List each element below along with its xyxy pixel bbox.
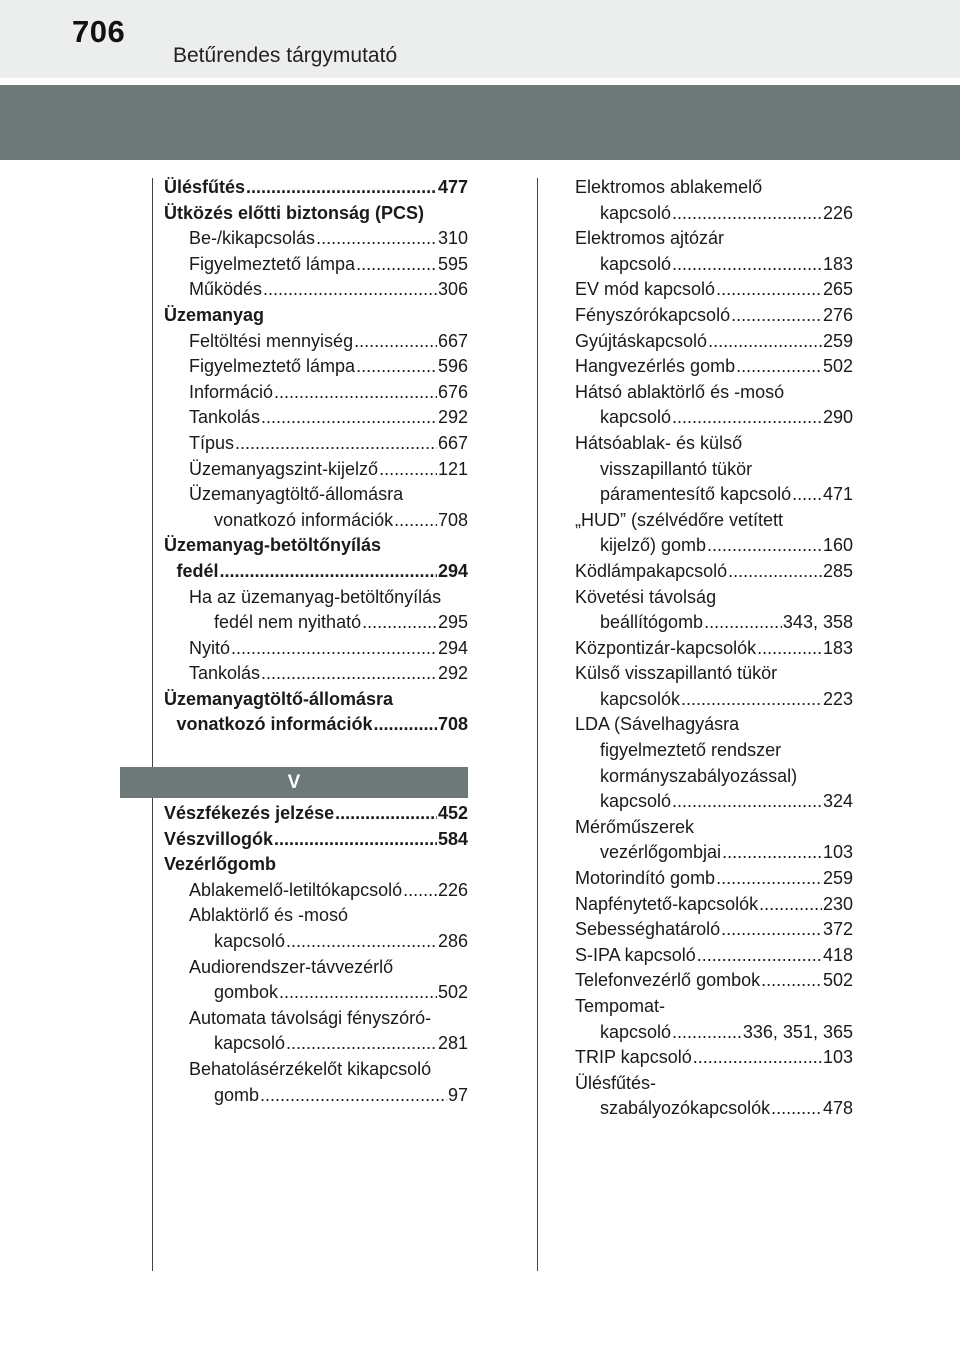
dot-leader [394,508,437,534]
page-reference: 306 [437,279,468,300]
dot-leader [722,840,822,866]
index-entry [164,636,468,662]
dot-leader [736,354,822,380]
index-entry-line [575,303,853,329]
page-reference: 502 [822,970,853,991]
index-entry [164,329,468,355]
index-column-left [164,175,468,738]
index-term: „HUD” (szélvédőre vetített [575,509,784,530]
index-entry [164,661,468,687]
index-entry [164,201,468,227]
dot-leader [716,866,822,892]
index-entry-line [164,712,468,738]
index-term: kapcsoló [214,1033,286,1054]
index-term: Fényszórókapcsoló [575,304,731,325]
index-entry-line [164,303,468,329]
index-entry-line [164,252,468,278]
index-term: EV mód kapcsoló [575,279,716,300]
page-reference: 292 [437,663,468,684]
index-term: Napfénytető-kapcsolók [575,893,759,914]
index-term: Automata távolsági fényszóró- [189,1007,432,1028]
page-reference: 418 [822,944,853,965]
index-entry-line [164,878,468,904]
index-entry [575,277,853,303]
page-reference: 97 [447,1084,468,1105]
section-letter-heading: V [120,767,468,798]
page-reference: 708 [437,509,468,530]
page-reference: 478 [822,1098,853,1119]
index-entry-line [164,903,468,929]
index-entry-line [575,252,853,278]
dot-leader [728,559,822,585]
index-term: visszapillantó tükör [600,458,753,479]
index-entry-line [575,815,853,841]
page-reference: 276 [822,304,853,325]
index-entry [164,482,468,533]
index-entry [164,226,468,252]
index-term: Üzemanyagtöltő-állomásra [189,484,404,505]
index-entry [164,175,468,201]
index-entry-line [575,943,853,969]
page-reference: 223 [822,688,853,709]
index-entry-line [164,226,468,252]
index-entry-line [164,277,468,303]
index-entry [164,533,468,584]
index-term: Üzemanyagszint-kijelző [189,458,379,479]
index-term: vonatkozó információk [214,509,394,530]
index-entry-line [164,533,468,559]
index-term: Ködlámpakapcsoló [575,560,728,581]
index-entry-line [575,431,853,457]
index-term: Vezérlőgomb [164,854,277,875]
index-entry-line [164,559,468,585]
dot-leader [286,929,437,955]
index-entry [164,303,468,329]
index-term: kapcsoló [600,407,672,428]
index-term: Motorindító gomb [575,868,716,889]
index-term: kapcsoló [600,253,672,274]
index-entry-line [164,852,468,878]
dot-leader [716,277,822,303]
dot-leader [761,968,822,994]
page-reference: 471 [822,484,853,505]
index-term: Telefonvezérlő gombok [575,970,761,991]
index-entry [164,585,468,636]
index-term: Be-/kikapcsolás [189,228,316,249]
dot-leader [354,329,437,355]
index-term: Mérőműszerek [575,816,695,837]
index-entry-line [164,636,468,662]
page-reference: 226 [822,202,853,223]
dot-leader [759,892,822,918]
index-entry-line [164,431,468,457]
index-term: Működés [189,279,263,300]
index-term: Figyelmeztető lámpa [189,356,356,377]
index-term: fedél nem nyitható [214,612,362,633]
index-entry-line [575,636,853,662]
index-entry-line [575,1071,853,1097]
column-divider-left [152,178,153,1271]
page-reference: 343, 358 [782,612,853,633]
index-entry [164,878,468,904]
page-reference: 103 [822,842,853,863]
index-term: vonatkozó információk [176,714,373,735]
index-entry [575,354,853,380]
index-term: Ablakemelő-letiltókapcsoló [189,879,403,900]
index-entry-line [575,738,853,764]
index-entry [575,866,853,892]
index-term: Üzemanyag [164,304,265,325]
index-entry-line [164,610,468,636]
index-term: Behatolásérzékelőt kikapcsoló [189,1058,432,1079]
page-reference: 667 [437,330,468,351]
dot-leader [362,610,437,636]
index-entry-line [164,1006,468,1032]
page-reference: 230 [822,893,853,914]
index-entry [575,559,853,585]
index-entry-line [164,354,468,380]
index-entry-line [575,994,853,1020]
page-reference: 295 [437,612,468,633]
index-entry [575,303,853,329]
index-entry-line [164,929,468,955]
index-entry-line [164,661,468,687]
index-entry-line [575,585,853,611]
index-term: Elektromos ablakemelő [575,177,763,197]
index-entry [575,175,853,226]
index-term: Nyitó [189,637,231,658]
index-entry [164,252,468,278]
index-entry-line [575,1020,853,1046]
index-entry [575,508,853,559]
dot-leader [279,980,437,1006]
index-entry [575,226,853,277]
index-term: Követési távolság [575,586,717,607]
index-entry-line [575,508,853,534]
index-entry [575,1045,853,1071]
index-entry-line [575,482,853,508]
page-number: 706 [72,14,126,49]
index-entry [164,955,468,1006]
index-entry [575,815,853,866]
dot-leader [757,636,822,662]
index-entry-line [575,277,853,303]
header-band [0,85,960,160]
index-entry-line [164,1083,468,1109]
dot-leader [792,482,822,508]
index-term: Hátsó ablaktörlő és -mosó [575,381,785,402]
index-entry [164,1006,468,1057]
index-entry [575,917,853,943]
index-term: Tankolás [189,663,261,684]
index-term: S-IPA kapcsoló [575,944,696,965]
dot-leader [672,201,822,227]
dot-leader [379,457,437,483]
index-entry-line [575,380,853,406]
index-term: kapcsoló [214,930,286,951]
page-reference: 667 [437,432,468,453]
index-term: fedél [176,560,219,581]
page-reference: 259 [822,330,853,351]
dot-leader [731,303,822,329]
index-term: Tempomat- [575,996,666,1016]
dot-leader [697,943,822,969]
index-entry-line [575,201,853,227]
index-entry-line [575,840,853,866]
dot-leader [356,354,437,380]
index-term: Tankolás [189,407,261,428]
page-reference: 676 [437,381,468,402]
index-entry-line [164,405,468,431]
dot-leader [235,431,437,457]
index-column-right [575,175,853,1122]
index-entry-line [164,380,468,406]
index-entry [164,380,468,406]
dot-leader [681,687,822,713]
index-entry [164,457,468,483]
index-entry-line [575,789,853,815]
index-term: kapcsoló [600,791,672,812]
index-entry-line [164,827,468,853]
index-term: Ütközés előtti biztonság (PCS) [164,202,425,223]
page-reference: 183 [822,253,853,274]
index-entry-line [575,226,853,252]
index-entry-line [575,712,853,738]
page-reference: 294 [437,560,468,581]
dot-leader [704,610,782,636]
page-reference: 121 [437,458,468,479]
index-term: TRIP kapcsoló [575,1047,692,1068]
index-entry-line [164,175,468,201]
page-reference: 290 [822,407,853,428]
index-entry-line [164,482,468,508]
dot-leader [708,329,822,355]
index-entry-line [575,661,853,687]
index-term: szabályozókapcsolók [600,1098,771,1119]
index-term: gombok [214,982,279,1003]
index-term: Audiorendszer-távvezérlő [189,956,394,977]
index-term: Típus [189,432,235,453]
index-entry-line [575,175,853,201]
index-entry-line [164,201,468,227]
index-term: Üzemanyagtöltő-állomásra [164,688,394,709]
page-reference: 596 [437,356,468,377]
dot-leader [672,405,822,431]
index-term: figyelmeztető rendszer [600,740,782,761]
index-entry-line [575,866,853,892]
page-reference: 336, 351, 365 [742,1021,853,1042]
index-term: Ablaktörlő és -mosó [189,905,349,926]
index-entry-line [164,457,468,483]
dot-leader [316,226,437,252]
page-reference: 372 [822,919,853,940]
dot-leader [335,801,437,827]
dot-leader [721,917,822,943]
index-entry [575,968,853,994]
dot-leader [403,878,437,904]
index-entry-line [164,955,468,981]
index-term: beállítógomb [600,612,704,633]
index-entry [164,801,468,827]
index-entry-line [575,354,853,380]
page-reference: 103 [822,1047,853,1068]
index-entry [164,827,468,853]
index-term: Információ [189,381,274,402]
dot-leader [274,380,437,406]
index-entry-line [164,687,468,713]
index-term: páramentesítő kapcsoló [600,484,792,505]
dot-leader [261,405,437,431]
dot-leader [274,827,437,853]
index-entry [575,329,853,355]
index-term: kormányszabályozással) [600,765,798,786]
index-entry-line [575,687,853,713]
index-entry-line [164,1057,468,1083]
dot-leader [707,533,822,559]
index-term: Ülésfűtés [164,177,246,197]
dot-leader [286,1031,437,1057]
page-reference: 226 [437,879,468,900]
page-reference: 310 [437,228,468,249]
index-entry-line [164,801,468,827]
page-reference: 452 [437,803,468,823]
index-entry-line [575,1096,853,1122]
dot-leader [693,1045,822,1071]
index-term: Ha az üzemanyag-betöltőnyílás [189,586,442,607]
dot-leader [246,175,437,201]
dot-leader [231,636,437,662]
index-entry [575,892,853,918]
index-term: Üzemanyag-betöltőnyílás [164,535,382,556]
index-entry-line [575,405,853,431]
index-entry [164,405,468,431]
index-term: Vészvillogók [164,828,274,849]
page-reference: 477 [437,177,468,197]
dot-leader [261,661,437,687]
index-term: vezérlőgombjai [600,842,722,863]
index-entry-line [575,610,853,636]
index-term: Elektromos ajtózár [575,228,725,249]
page-reference: 595 [437,253,468,274]
page-reference: 259 [822,868,853,889]
index-term: gomb [214,1084,260,1105]
header-strip [0,0,960,78]
dot-leader [263,277,437,303]
index-entry-line [575,533,853,559]
dot-leader [672,789,822,815]
index-entry [575,380,853,431]
dot-leader [220,559,437,585]
index-entry [164,852,468,878]
column-divider-middle [537,178,538,1271]
page-reference: 292 [437,407,468,428]
dot-leader [672,1020,742,1046]
index-term: Figyelmeztető lámpa [189,253,356,274]
index-entry-line [164,1031,468,1057]
index-term: Vészfékezés jelzése [164,803,335,823]
index-term: Sebességhatároló [575,919,721,940]
page-reference: 285 [822,560,853,581]
dot-leader [260,1083,447,1109]
index-entry-line [575,559,853,585]
index-entry-line [164,329,468,355]
index-term: Külső visszapillantó tükör [575,663,778,684]
page-reference: 502 [822,356,853,377]
index-term: Hangvezérlés gomb [575,356,736,377]
index-entry [575,585,853,636]
index-entry-line [575,892,853,918]
page-reference: 281 [437,1033,468,1054]
index-entry-line [575,329,853,355]
page-reference: 160 [822,535,853,556]
index-entry [164,687,468,738]
index-entry [164,431,468,457]
index-entry [575,636,853,662]
index-term: Ülésfűtés- [575,1072,657,1093]
index-entry [164,354,468,380]
dot-leader [771,1096,822,1122]
index-entry [575,943,853,969]
dot-leader [374,712,437,738]
dot-leader [356,252,437,278]
index-entry-line [164,980,468,1006]
index-entry-line [575,457,853,483]
index-term: Központizár-kapcsolók [575,637,757,658]
index-entry [575,431,853,508]
index-entry [164,277,468,303]
index-term: kapcsolók [600,688,681,709]
index-entry [575,661,853,712]
index-entry-line [575,968,853,994]
index-entry-line [575,1045,853,1071]
index-entry-line [575,917,853,943]
index-term: Gyújtáskapcsoló [575,330,708,351]
page-reference: 265 [822,279,853,300]
index-entry [575,712,853,814]
index-term: Feltöltési mennyiség [189,330,354,351]
index-entry-line [575,764,853,790]
page-reference: 183 [822,637,853,658]
index-term: LDA (Sávelhagyásra [575,714,740,735]
index-term: kapcsoló [600,1021,672,1042]
index-entry-line [164,585,468,611]
index-entry [164,1057,468,1108]
dot-leader [672,252,822,278]
page-reference: 708 [437,714,468,735]
index-entry [164,903,468,954]
index-term: kapcsoló [600,202,672,223]
page-title: Betűrendes tárgymutató [173,44,398,67]
index-column-left-lower [164,801,468,1108]
index-entry [575,1071,853,1122]
page-reference: 324 [822,791,853,812]
page-reference: 286 [437,930,468,951]
page-reference: 584 [437,828,468,849]
index-entry-line [164,508,468,534]
page-reference: 502 [437,982,468,1003]
index-term: kijelző) gomb [600,535,707,556]
index-entry [575,994,853,1045]
index-term: Hátsóablak- és külső [575,432,743,453]
page-reference: 294 [437,637,468,658]
